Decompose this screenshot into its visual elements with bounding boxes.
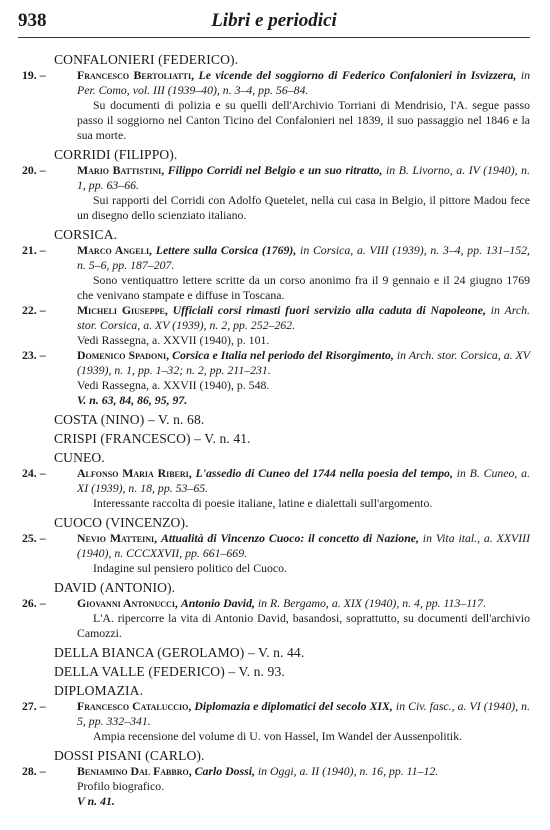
entry-number: 25. – bbox=[22, 531, 46, 545]
entry-reference: Vedi Rassegna, a. XXVII (1940), p. 101. bbox=[77, 333, 270, 347]
bib-entry bbox=[22, 163, 530, 193]
entry-source: in R. Bergamo, a. XIX (1940), n. 4, pp. 113–117. bbox=[257, 596, 487, 610]
entry-cross-reference: V. n. 63, 84, 86, 95, 97. bbox=[77, 393, 188, 407]
header-rule bbox=[18, 37, 530, 38]
entry-number: 27. – bbox=[22, 699, 46, 713]
entry-citation bbox=[77, 531, 530, 561]
bibliography-body bbox=[22, 52, 530, 809]
bib-entry bbox=[22, 699, 530, 729]
entry-note: Sui rapporti del Corridi con Adolfo Quetelet, nella cui casa in Belgio, il pittore Madou fece un disegno dello scienziato italiano. bbox=[77, 193, 530, 222]
entry-citation bbox=[77, 466, 530, 496]
entry-number: 20. – bbox=[22, 163, 46, 177]
entry-source: in Vita ital., a. XXVIII (1940), n. CCCXXVII, pp. 661–669. bbox=[77, 531, 531, 560]
entry-title: Le vicende del soggiorno di Federico Confalonieri in Isvizzera, bbox=[198, 68, 517, 82]
bib-entry bbox=[22, 243, 530, 273]
entry-source: in Oggi, a. II (1940), n. 16, pp. 11–12. bbox=[257, 764, 439, 778]
entry-source: in Arch. stor. Corsica, a. XV (1939), n. 1, pp. 1–32; n. 2, pp. 211–231. bbox=[77, 348, 530, 377]
bib-entry bbox=[22, 596, 530, 611]
entry-reference: Profilo biografico. bbox=[77, 779, 165, 793]
entry-title: Attualità di Vincenzo Cuoco: il concetto di Nazione, bbox=[160, 531, 419, 545]
entry-source: in Arch. stor. Corsica, a. XV (1939), n. 2, pp. 252–262. bbox=[77, 303, 530, 332]
entry-author: Nevio Matteini, bbox=[77, 531, 158, 545]
entry-citation bbox=[77, 163, 530, 193]
section-heading: DELLA BIANCA (GEROLAMO) – V. n. 44. bbox=[54, 645, 305, 660]
section-heading: COSTA (NINO) – V. n. 68. bbox=[54, 412, 205, 427]
entry-source: in Civ. fasc., a. VI (1940), n. 5, pp. 332–341. bbox=[77, 699, 531, 728]
entry-note: Ampia recensione del volume di U. von Hassel, Im Wandel der Aussenpolitik. bbox=[93, 729, 463, 743]
entry-citation bbox=[77, 764, 530, 779]
entry-number: 24. – bbox=[22, 466, 46, 480]
bib-entry bbox=[22, 764, 530, 779]
entry-title: Antonio David, bbox=[180, 596, 255, 610]
section-heading: CUOCO (VINCENZO). bbox=[54, 515, 189, 530]
entry-author: Beniamino Dal Fabbro, bbox=[77, 764, 192, 778]
page-number: 938 bbox=[18, 10, 47, 31]
entry-citation bbox=[77, 348, 530, 378]
entry-title: Lettere sulla Corsica (1769), bbox=[155, 243, 297, 257]
entry-title: Ufficiali corsi rimasti fuori servizio alla caduta di Napoleone, bbox=[172, 303, 486, 317]
section-heading: DAVID (ANTONIO). bbox=[54, 580, 176, 595]
entry-number: 26. – bbox=[22, 596, 46, 610]
bib-entry bbox=[22, 466, 530, 496]
entry-source: in B. Livorno, a. IV (1940), n. 1, pp. 63–66. bbox=[77, 163, 530, 192]
bib-entry bbox=[22, 303, 530, 333]
entry-note: Sono ventiquattro lettere scritte da un corso anonimo fra il 9 gennaio e il 24 giugno 1769 che venivano stampate e diffuse in Toscana. bbox=[77, 273, 530, 302]
entry-number: 23. – bbox=[22, 348, 46, 362]
entry-author: Francesco Bertoliatti, bbox=[77, 68, 195, 82]
running-title: Libri e periodici bbox=[211, 10, 337, 31]
section-heading: DELLA VALLE (FEDERICO) – V. n. 93. bbox=[54, 664, 285, 679]
entry-citation bbox=[77, 596, 530, 611]
entry-source: in Per. Como, vol. III (1939–40), n. 3–4, pp. 56–84. bbox=[77, 68, 530, 97]
entry-note: Interessante raccolta di poesie italiane, latine e dialettali sull'argomento. bbox=[93, 496, 433, 510]
entry-citation bbox=[77, 68, 530, 98]
entry-note: Indagine sul pensiero politico del Cuoco. bbox=[93, 561, 287, 575]
entry-cross-reference: V n. 41. bbox=[77, 794, 115, 808]
entry-title: L'assedio di Cuneo del 1744 nella poesia del tempo, bbox=[195, 466, 453, 480]
bib-entry bbox=[22, 348, 530, 378]
entry-title: Diplomazia e diplomatici del secolo XIX, bbox=[194, 699, 393, 713]
entry-citation bbox=[77, 303, 530, 333]
section-heading: CORRIDI (FILIPPO). bbox=[54, 147, 178, 162]
section-heading: DOSSI PISANI (CARLO). bbox=[54, 748, 205, 763]
entry-author: Giovanni Antonucci, bbox=[77, 596, 178, 610]
entry-title: Corsica e Italia nel periodo del Risorgimento, bbox=[172, 348, 394, 362]
bib-entry bbox=[22, 531, 530, 561]
section-heading: CRISPI (FRANCESCO) – V. n. 41. bbox=[54, 431, 251, 446]
entry-number: 19. – bbox=[22, 68, 46, 82]
entry-source: in Corsica, a. VIII (1939), n. 3–4, pp. 131–152, n. 5–6, pp. 187–207. bbox=[77, 243, 530, 272]
entry-citation bbox=[77, 243, 530, 273]
entry-author: Francesco Cataluccio, bbox=[77, 699, 192, 713]
bib-entry bbox=[22, 68, 530, 98]
entry-author: Alfonso Maria Riberi, bbox=[77, 466, 192, 480]
section-heading: CORSICA. bbox=[54, 227, 118, 242]
section-heading: DIPLOMAZIA. bbox=[54, 683, 144, 698]
entry-number: 28. – bbox=[22, 764, 46, 778]
entry-note: Su documenti di polizia e su quelli dell'Archivio Torriani di Mendrisio, l'A. segue passo passo il soggiorno nel Canton Ticino del Confalonieri nel 1839, il suo passaggio nel 1846 e la sua morte. bbox=[77, 98, 530, 142]
running-header bbox=[18, 10, 530, 34]
entry-number: 21. – bbox=[22, 243, 46, 257]
entry-author: Mario Battistini, bbox=[77, 163, 165, 177]
entry-source: in B. Cuneo, a. XI (1939), n. 18, pp. 53–65. bbox=[77, 466, 530, 495]
entry-author: Marco Angeli, bbox=[77, 243, 153, 257]
entry-reference: Vedi Rassegna, a. XXVII (1940), p. 548. bbox=[77, 378, 270, 392]
section-heading: CUNEO. bbox=[54, 450, 105, 465]
entry-number: 22. – bbox=[22, 303, 46, 317]
section-heading: CONFALONIERI (FEDERICO). bbox=[54, 52, 239, 67]
entry-title: Carlo Dossi, bbox=[194, 764, 255, 778]
entry-title: Filippo Corridi nel Belgio e un suo ritratto, bbox=[167, 163, 383, 177]
entry-author: Domenico Spadoni, bbox=[77, 348, 170, 362]
entry-citation bbox=[77, 699, 530, 729]
entry-note: L'A. ripercorre la vita di Antonio David, basandosi, soprattutto, su documenti dell'archivio Camozzi. bbox=[77, 611, 530, 640]
entry-author: Micheli Giuseppe, bbox=[77, 303, 168, 317]
